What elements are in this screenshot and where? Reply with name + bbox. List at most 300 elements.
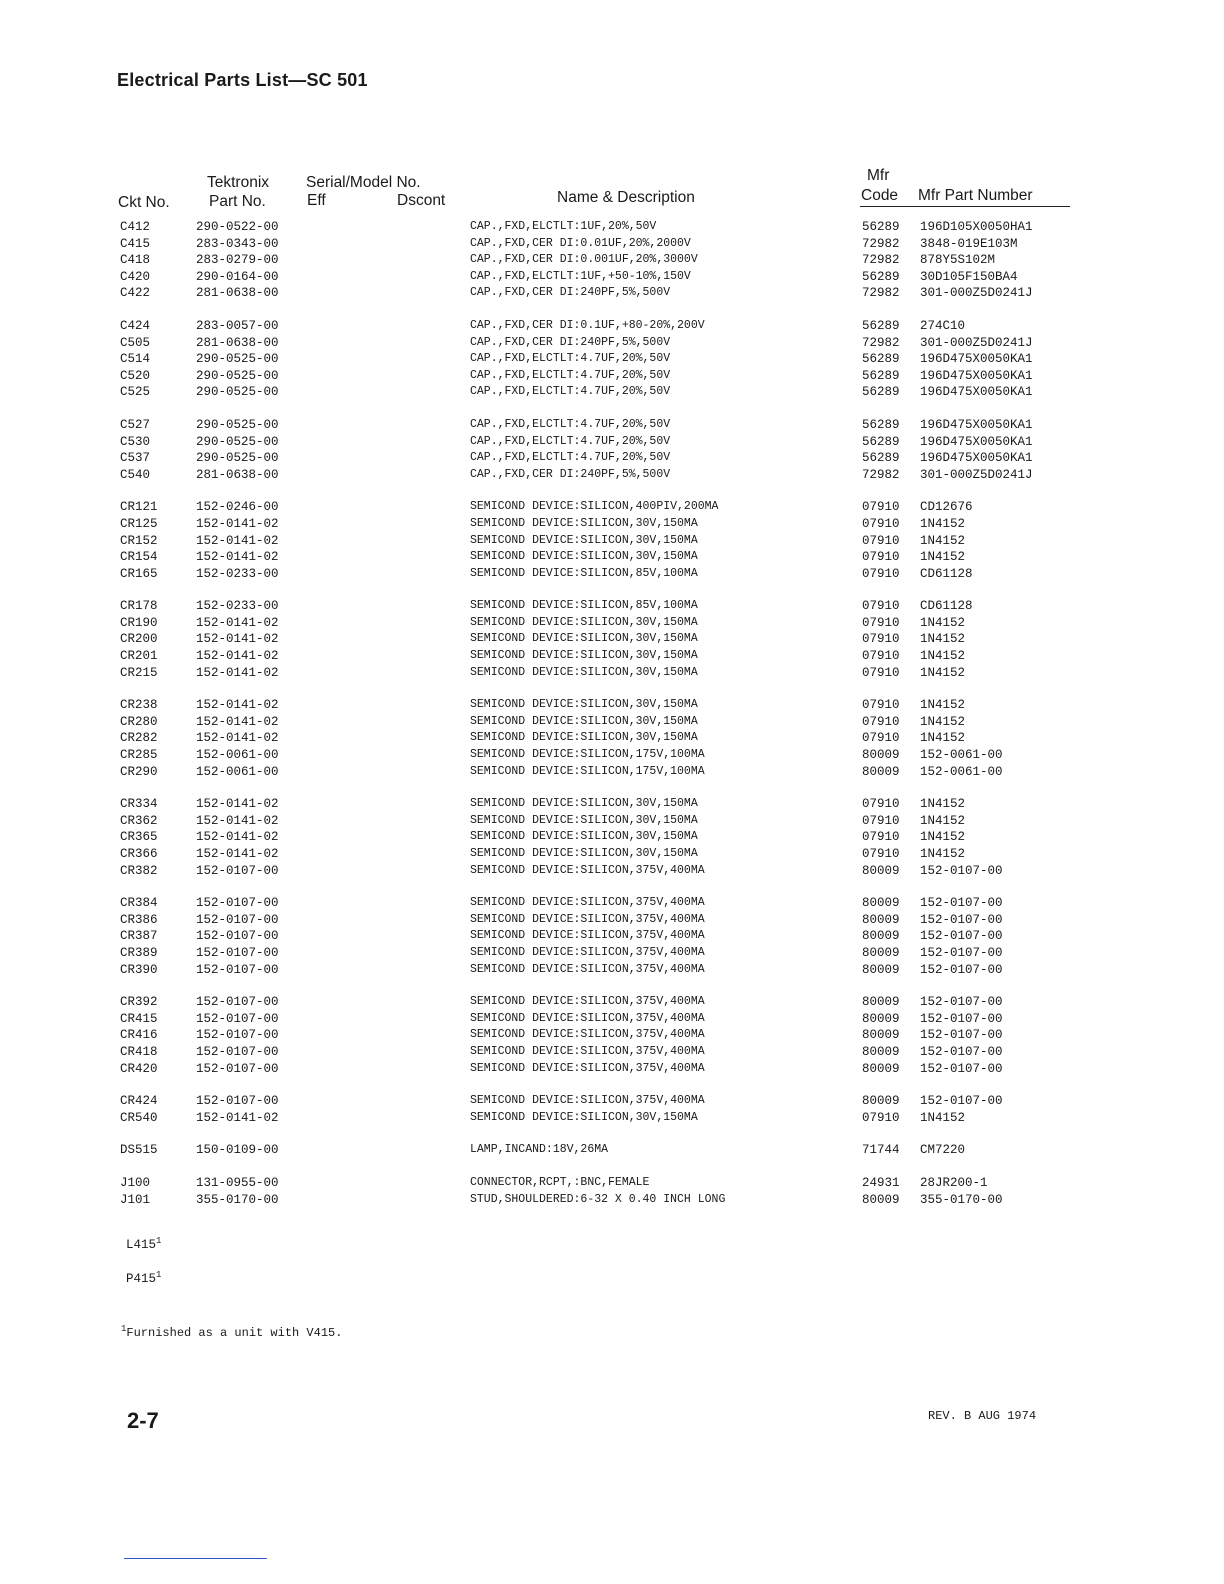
part-no-cell: 283-0057-00 — [196, 318, 279, 333]
mfr-code-cell: 72982 — [862, 467, 900, 482]
table-row — [0, 665, 1224, 682]
ckt-no-cell: CR200 — [120, 632, 158, 647]
mfr-part-number-cell: 152-0107-00 — [920, 1044, 1003, 1059]
mfr-part-number-cell: 196D475X0050KA1 — [920, 451, 1033, 466]
description-cell: SEMICOND DEVICE:SILICON,85V,100MA — [470, 599, 698, 613]
mfr-part-number-cell: 196D475X0050KA1 — [920, 417, 1033, 432]
mfr-part-number-cell: 1N4152 — [920, 615, 966, 630]
table-row — [0, 566, 1224, 583]
mfr-code-cell: 07910 — [862, 714, 900, 729]
part-no-cell: 152-0141-02 — [196, 665, 279, 680]
mfr-part-number-cell: 1N4152 — [920, 797, 966, 812]
mfr-part-number-cell: 152-0107-00 — [920, 962, 1003, 977]
mfr-code-cell: 72982 — [862, 286, 900, 301]
mfr-part-number-cell: 1N4152 — [920, 698, 966, 713]
mfr-code-cell: 71744 — [862, 1143, 900, 1158]
footnote: $^1$Furnished as a unit with V415. — [121, 1324, 343, 1340]
table-row — [0, 829, 1224, 846]
mfr-part-number-cell: 878Y5S102M — [920, 253, 996, 268]
table-row — [0, 912, 1224, 929]
description-cell: SEMICOND DEVICE:SILICON,375V,400MA — [470, 863, 705, 877]
part-no-cell: 290-0525-00 — [196, 451, 279, 466]
part-no-cell: 290-0525-00 — [196, 434, 279, 449]
description-cell: CAP.,FXD,CER DI:240PF,5%,500V — [470, 335, 671, 349]
part-no-cell: 152-0061-00 — [196, 764, 279, 779]
mfr-code-cell: 07910 — [862, 632, 900, 647]
description-cell: SEMICOND DEVICE:SILICON,375V,400MA — [470, 1094, 705, 1108]
ckt-no-cell: C505 — [120, 335, 151, 350]
part-no-cell: 150-0109-00 — [196, 1143, 279, 1158]
table-row — [0, 796, 1224, 813]
ckt-no-cell: CR282 — [120, 731, 158, 746]
ckt-no-cell: C540 — [120, 467, 151, 482]
mfr-part-number-cell: 196D475X0050KA1 — [920, 352, 1033, 367]
ckt-no-cell: CR415 — [120, 1011, 158, 1026]
table-row — [0, 747, 1224, 764]
part-no-cell: 152-0233-00 — [196, 599, 279, 614]
header-ckt-no: Ckt No. — [118, 194, 170, 211]
mfr-part-number-cell: 1N4152 — [920, 665, 966, 680]
ckt-no-cell: C520 — [120, 368, 151, 383]
page-title: Electrical Parts List—SC 501 — [117, 70, 368, 90]
table-row — [0, 1061, 1224, 1078]
header-mfr-part-number: Mfr Part Number — [918, 187, 1033, 204]
part-no-cell: 152-0141-02 — [196, 830, 279, 845]
mfr-part-number-cell: 152-0061-00 — [920, 764, 1003, 779]
table-row — [0, 1110, 1224, 1127]
mfr-code-cell: 07910 — [862, 1110, 900, 1125]
table-row — [0, 368, 1224, 385]
mfr-part-number-cell: 1N4152 — [920, 714, 966, 729]
mfr-code-cell: 80009 — [862, 764, 900, 779]
ckt-no-cell: C424 — [120, 318, 151, 333]
table-row — [0, 697, 1224, 714]
mfr-code-cell: 80009 — [862, 962, 900, 977]
mfr-code-cell: 80009 — [862, 863, 900, 878]
table-row — [0, 384, 1224, 401]
table-row — [0, 962, 1224, 979]
header-dscont: Dscont — [397, 192, 446, 209]
ckt-no-cell: C537 — [120, 451, 151, 466]
part-no-cell: 152-0141-02 — [196, 797, 279, 812]
table-row — [0, 863, 1224, 880]
part-no-cell: 152-0141-02 — [196, 698, 279, 713]
part-no-cell: 152-0141-02 — [196, 632, 279, 647]
mfr-part-number-cell: CD12676 — [920, 500, 973, 515]
description-cell: SEMICOND DEVICE:SILICON,30V,150MA — [470, 714, 698, 728]
description-cell: SEMICOND DEVICE:SILICON,30V,150MA — [470, 516, 698, 530]
description-cell: SEMICOND DEVICE:SILICON,30V,150MA — [470, 731, 698, 745]
table-row — [0, 236, 1224, 253]
bottom-link-underline — [124, 1558, 267, 1559]
part-no-cell: 355-0170-00 — [196, 1192, 279, 1207]
mfr-code-cell: 56289 — [862, 269, 900, 284]
ckt-no-cell: C412 — [120, 220, 151, 234]
mfr-part-number-cell: 152-0061-00 — [920, 748, 1003, 763]
table-row — [0, 615, 1224, 632]
note-item-l415: $L415^1$ — [126, 1236, 162, 1253]
description-cell: SEMICOND DEVICE:SILICON,375V,400MA — [470, 1061, 705, 1075]
part-no-cell: 283-0343-00 — [196, 236, 279, 251]
mfr-code-cell: 07910 — [862, 566, 900, 581]
part-no-cell: 152-0107-00 — [196, 929, 279, 944]
mfr-code-cell: 80009 — [862, 1192, 900, 1207]
table-row — [0, 730, 1224, 747]
part-no-cell: 281-0638-00 — [196, 335, 279, 350]
mfr-part-number-cell: 196D475X0050KA1 — [920, 368, 1033, 383]
mfr-code-cell: 07910 — [862, 500, 900, 515]
mfr-part-number-cell: 196D475X0050KA1 — [920, 434, 1033, 449]
part-no-cell: 152-0141-02 — [196, 615, 279, 630]
part-no-cell: 152-0141-02 — [196, 714, 279, 729]
description-cell: SEMICOND DEVICE:SILICON,30V,150MA — [470, 533, 698, 547]
mfr-code-cell: 56289 — [862, 368, 900, 383]
mfr-code-cell: 56289 — [862, 451, 900, 466]
table-row — [0, 631, 1224, 648]
header-code: Code — [861, 187, 899, 204]
part-no-cell: 152-0233-00 — [196, 566, 279, 581]
description-cell: SEMICOND DEVICE:SILICON,375V,400MA — [470, 945, 705, 959]
mfr-code-cell: 56289 — [862, 434, 900, 449]
mfr-part-number-cell: CD61128 — [920, 599, 973, 614]
part-no-cell: 290-0164-00 — [196, 269, 279, 284]
ckt-no-cell: C514 — [120, 352, 151, 367]
table-row — [0, 499, 1224, 516]
parts-group — [0, 697, 1224, 780]
description-cell: SEMICOND DEVICE:SILICON,30V,150MA — [470, 698, 698, 712]
parts-group — [0, 895, 1224, 978]
mfr-part-number-cell: CD61128 — [920, 566, 973, 581]
part-no-cell: 152-0107-00 — [196, 863, 279, 878]
part-no-cell: 152-0141-02 — [196, 550, 279, 565]
mfr-code-cell: 56289 — [862, 417, 900, 432]
description-cell: CAP.,FXD,ELCTLT:4.7UF,20%,50V — [470, 352, 671, 366]
part-no-cell: 281-0638-00 — [196, 467, 279, 482]
ckt-no-cell: C420 — [120, 269, 151, 284]
table-row — [0, 813, 1224, 830]
table-row — [0, 434, 1224, 451]
mfr-code-cell: 07910 — [862, 847, 900, 861]
description-cell: SEMICOND DEVICE:SILICON,30V,150MA — [470, 813, 698, 827]
table-row — [0, 467, 1224, 484]
ckt-no-cell: CR386 — [120, 912, 158, 927]
part-no-cell: 283-0279-00 — [196, 253, 279, 268]
mfr-part-number-cell: 1N4152 — [920, 516, 966, 531]
ckt-no-cell: C525 — [120, 385, 151, 400]
ckt-no-cell: J100 — [120, 1175, 151, 1190]
table-row — [0, 269, 1224, 286]
mfr-part-number-cell: 1N4152 — [920, 813, 966, 828]
part-no-cell: 152-0141-02 — [196, 813, 279, 828]
table-row — [0, 945, 1224, 962]
ckt-no-cell: CR420 — [120, 1061, 158, 1076]
mfr-part-number-cell: 1N4152 — [920, 830, 966, 845]
table-row — [0, 549, 1224, 566]
description-cell: SEMICOND DEVICE:SILICON,85V,100MA — [470, 566, 698, 580]
part-no-cell: 290-0525-00 — [196, 417, 279, 432]
description-cell: CAP.,FXD,ELCTLT:1UF,+50-10%,150V — [470, 269, 691, 283]
mfr-part-number-cell: 196D105X0050HA1 — [920, 220, 1033, 234]
mfr-part-number-cell: CM7220 — [920, 1143, 966, 1158]
mfr-code-cell: 07910 — [862, 649, 900, 664]
mfr-code-cell: 80009 — [862, 929, 900, 944]
parts-group — [0, 994, 1224, 1077]
description-cell: LAMP,INCAND:18V,26MA — [470, 1143, 609, 1157]
part-no-cell: 152-0141-02 — [196, 847, 279, 861]
mfr-part-number-cell: 1N4152 — [920, 533, 966, 548]
mfr-code-cell: 56289 — [862, 220, 900, 234]
mfr-code-cell: 80009 — [862, 1061, 900, 1076]
description-cell: CAP.,FXD,CER DI:0.01UF,20%,2000V — [470, 236, 691, 250]
parts-group — [0, 417, 1224, 483]
part-no-cell: 152-0107-00 — [196, 962, 279, 977]
mfr-part-number-cell: 3848-019E103M — [920, 236, 1018, 251]
part-no-cell: 290-0525-00 — [196, 385, 279, 400]
description-cell: SEMICOND DEVICE:SILICON,30V,150MA — [470, 830, 698, 844]
table-row — [0, 1093, 1224, 1110]
mfr-part-number-cell: 196D475X0050KA1 — [920, 385, 1033, 400]
description-cell: CAP.,FXD,ELCTLT:4.7UF,20%,50V — [470, 368, 671, 382]
part-no-cell: 152-0107-00 — [196, 1061, 279, 1076]
mfr-part-number-cell: 152-0107-00 — [920, 1061, 1003, 1076]
description-cell: SEMICOND DEVICE:SILICON,30V,150MA — [470, 665, 698, 679]
part-no-cell: 152-0141-02 — [196, 1110, 279, 1125]
mfr-part-number-cell: 152-0107-00 — [920, 945, 1003, 960]
description-cell: STUD,SHOULDERED:6-32 X 0.40 INCH LONG — [470, 1192, 726, 1206]
ckt-no-cell: CR390 — [120, 962, 158, 977]
description-cell: SEMICOND DEVICE:SILICON,30V,150MA — [470, 550, 698, 564]
description-cell: CAP.,FXD,CER DI:240PF,5%,500V — [470, 286, 671, 300]
mfr-part-number-cell: 152-0107-00 — [920, 1011, 1003, 1026]
description-cell: SEMICOND DEVICE:SILICON,375V,400MA — [470, 1028, 705, 1042]
description-cell: SEMICOND DEVICE:SILICON,175V,100MA — [470, 764, 705, 778]
header-name-description: Name & Description — [557, 189, 695, 206]
table-row — [0, 351, 1224, 368]
description-cell: SEMICOND DEVICE:SILICON,375V,400MA — [470, 1011, 705, 1025]
table-row — [0, 533, 1224, 550]
parts-group — [0, 318, 1224, 401]
mfr-code-cell: 80009 — [862, 945, 900, 960]
description-cell: CAP.,FXD,ELCTLT:1UF,20%,50V — [470, 220, 657, 233]
part-no-cell: 152-0141-02 — [196, 731, 279, 746]
mfr-code-cell: 72982 — [862, 253, 900, 268]
table-row — [0, 1027, 1224, 1044]
mfr-part-number-cell: 152-0107-00 — [920, 912, 1003, 927]
ckt-no-cell: CR190 — [120, 615, 158, 630]
ckt-no-cell: CR215 — [120, 665, 158, 680]
description-cell: SEMICOND DEVICE:SILICON,375V,400MA — [470, 962, 705, 976]
ckt-no-cell: CR125 — [120, 516, 158, 531]
description-cell: SEMICOND DEVICE:SILICON,30V,150MA — [470, 1110, 698, 1124]
ckt-no-cell: C530 — [120, 434, 151, 449]
ckt-no-cell: CR334 — [120, 797, 158, 812]
table-row — [0, 1192, 1224, 1209]
table-row — [0, 648, 1224, 665]
mfr-code-cell: 07910 — [862, 797, 900, 812]
description-cell: CAP.,FXD,ELCTLT:4.7UF,20%,50V — [470, 385, 671, 399]
mfr-code-cell: 72982 — [862, 236, 900, 251]
mfr-code-cell: 80009 — [862, 748, 900, 763]
description-cell: CONNECTOR,RCPT,:BNC,FEMALE — [470, 1175, 650, 1189]
table-row — [0, 1044, 1224, 1061]
mfr-code-cell: 07910 — [862, 731, 900, 746]
table-row — [0, 219, 1224, 236]
parts-group — [0, 796, 1224, 879]
mfr-part-number-cell: 152-0107-00 — [920, 863, 1003, 878]
part-no-cell: 152-0107-00 — [196, 896, 279, 911]
table-row — [0, 994, 1224, 1011]
mfr-code-cell: 80009 — [862, 1044, 900, 1059]
parts-group — [0, 1093, 1224, 1126]
mfr-code-cell: 07910 — [862, 665, 900, 680]
ckt-no-cell: CR154 — [120, 550, 158, 565]
ckt-no-cell: CR382 — [120, 863, 158, 878]
description-cell: SEMICOND DEVICE:SILICON,30V,150MA — [470, 632, 698, 646]
description-cell: SEMICOND DEVICE:SILICON,375V,400MA — [470, 1044, 705, 1058]
description-cell: CAP.,FXD,CER DI:240PF,5%,500V — [470, 467, 671, 481]
mfr-code-cell: 07910 — [862, 599, 900, 614]
mfr-code-cell: 07910 — [862, 533, 900, 548]
part-no-cell: 281-0638-00 — [196, 286, 279, 301]
ckt-no-cell: C415 — [120, 236, 151, 251]
table-row — [0, 928, 1224, 945]
description-cell: CAP.,FXD,CER DI:0.1UF,+80-20%,200V — [470, 318, 705, 332]
parts-group — [0, 1175, 1224, 1208]
ckt-no-cell: CR389 — [120, 945, 158, 960]
mfr-code-cell: 80009 — [862, 1011, 900, 1026]
header-part-no: Part No. — [209, 193, 266, 210]
description-cell: CAP.,FXD,ELCTLT:4.7UF,20%,50V — [470, 417, 671, 431]
mfr-part-number-cell: 301-000Z5D0241J — [920, 286, 1033, 301]
mfr-code-cell: 72982 — [862, 335, 900, 350]
table-row — [0, 764, 1224, 781]
mfr-code-cell: 56289 — [862, 352, 900, 367]
mfr-code-cell: 80009 — [862, 995, 900, 1010]
ckt-no-cell: CR384 — [120, 896, 158, 911]
ckt-no-cell: CR165 — [120, 566, 158, 581]
mfr-part-number-cell: 152-0107-00 — [920, 1094, 1003, 1109]
ckt-no-cell: CR121 — [120, 500, 158, 515]
note-item-p415: $P415^1$ — [126, 1270, 162, 1287]
ckt-no-cell: CR365 — [120, 830, 158, 845]
table-row — [0, 285, 1224, 302]
mfr-code-cell: 07910 — [862, 830, 900, 845]
ckt-no-cell: CR152 — [120, 533, 158, 548]
description-cell: CAP.,FXD,ELCTLT:4.7UF,20%,50V — [470, 451, 671, 465]
ckt-no-cell: CR424 — [120, 1094, 158, 1109]
part-no-cell: 152-0141-02 — [196, 533, 279, 548]
parts-group — [0, 499, 1224, 582]
mfr-code-cell: 07910 — [862, 698, 900, 713]
mfr-code-cell: 56289 — [862, 385, 900, 400]
part-no-cell: 131-0955-00 — [196, 1175, 279, 1190]
ckt-no-cell: CR290 — [120, 764, 158, 779]
part-no-cell: 152-0107-00 — [196, 945, 279, 960]
table-row — [0, 335, 1224, 352]
part-no-cell: 152-0141-02 — [196, 649, 279, 664]
mfr-part-number-cell: 152-0107-00 — [920, 1028, 1003, 1043]
description-cell: SEMICOND DEVICE:SILICON,30V,150MA — [470, 615, 698, 629]
part-no-cell: 152-0107-00 — [196, 912, 279, 927]
mfr-part-number-cell: 152-0107-00 — [920, 929, 1003, 944]
mfr-part-number-cell: 1N4152 — [920, 731, 966, 746]
header-rule — [860, 206, 1070, 207]
mfr-part-number-cell: 1N4152 — [920, 632, 966, 647]
part-no-cell: 290-0525-00 — [196, 368, 279, 383]
mfr-part-number-cell: 1N4152 — [920, 847, 966, 861]
description-cell: SEMICOND DEVICE:SILICON,375V,400MA — [470, 896, 705, 910]
description-cell: SEMICOND DEVICE:SILICON,30V,150MA — [470, 649, 698, 663]
mfr-part-number-cell: 28JR200-1 — [920, 1175, 988, 1190]
ckt-no-cell: CR387 — [120, 929, 158, 944]
parts-group — [0, 1142, 1224, 1159]
mfr-code-cell: 80009 — [862, 1094, 900, 1109]
mfr-part-number-cell: 30D105F150BA4 — [920, 269, 1018, 284]
mfr-code-cell: 80009 — [862, 896, 900, 911]
ckt-no-cell: DS515 — [120, 1143, 158, 1158]
ckt-no-cell: CR366 — [120, 847, 158, 861]
ckt-no-cell: CR418 — [120, 1044, 158, 1059]
ckt-no-cell: CR540 — [120, 1110, 158, 1125]
part-no-cell: 152-0107-00 — [196, 1028, 279, 1043]
table-row — [0, 846, 1224, 863]
mfr-part-number-cell: 301-000Z5D0241J — [920, 335, 1033, 350]
mfr-part-number-cell: 152-0107-00 — [920, 896, 1003, 911]
description-cell: SEMICOND DEVICE:SILICON,375V,400MA — [470, 912, 705, 926]
mfr-code-cell: 80009 — [862, 912, 900, 927]
part-no-cell: 290-0525-00 — [196, 352, 279, 367]
ckt-no-cell: C418 — [120, 253, 151, 268]
description-cell: SEMICOND DEVICE:SILICON,375V,400MA — [470, 995, 705, 1009]
description-cell: SEMICOND DEVICE:SILICON,30V,150MA — [470, 797, 698, 811]
mfr-code-cell: 07910 — [862, 813, 900, 828]
ckt-no-cell: CR201 — [120, 649, 158, 664]
ckt-no-cell: CR362 — [120, 813, 158, 828]
table-row — [0, 714, 1224, 731]
mfr-code-cell: 07910 — [862, 615, 900, 630]
ckt-no-cell: CR280 — [120, 714, 158, 729]
ckt-no-cell: J101 — [120, 1192, 151, 1207]
mfr-part-number-cell: 1N4152 — [920, 550, 966, 565]
mfr-code-cell: 80009 — [862, 1028, 900, 1043]
ckt-no-cell: CR392 — [120, 995, 158, 1010]
parts-table — [0, 219, 1224, 1224]
header-tektronix: Tektronix — [207, 174, 270, 191]
ckt-no-cell: CR238 — [120, 698, 158, 713]
table-row — [0, 1175, 1224, 1192]
mfr-code-cell: 07910 — [862, 516, 900, 531]
table-row — [0, 417, 1224, 434]
description-cell: SEMICOND DEVICE:SILICON,400PIV,200MA — [470, 500, 719, 514]
mfr-part-number-cell: 301-000Z5D0241J — [920, 467, 1033, 482]
ckt-no-cell: C422 — [120, 286, 151, 301]
table-row — [0, 1011, 1224, 1028]
table-row — [0, 252, 1224, 269]
description-cell: CAP.,FXD,CER DI:0.001UF,20%,3000V — [470, 253, 698, 267]
page-number: 2-7 — [127, 1408, 159, 1433]
ckt-no-cell: CR416 — [120, 1028, 158, 1043]
mfr-part-number-cell: 355-0170-00 — [920, 1192, 1003, 1207]
header-eff: Eff — [307, 192, 326, 209]
mfr-code-cell: 24931 — [862, 1175, 900, 1190]
part-no-cell: 152-0107-00 — [196, 1011, 279, 1026]
mfr-part-number-cell: 152-0107-00 — [920, 995, 1003, 1010]
header-mfr: Mfr — [867, 167, 890, 184]
ckt-no-cell: CR178 — [120, 599, 158, 614]
mfr-code-cell: 07910 — [862, 550, 900, 565]
part-no-cell: 152-0061-00 — [196, 748, 279, 763]
table-row — [0, 318, 1224, 335]
